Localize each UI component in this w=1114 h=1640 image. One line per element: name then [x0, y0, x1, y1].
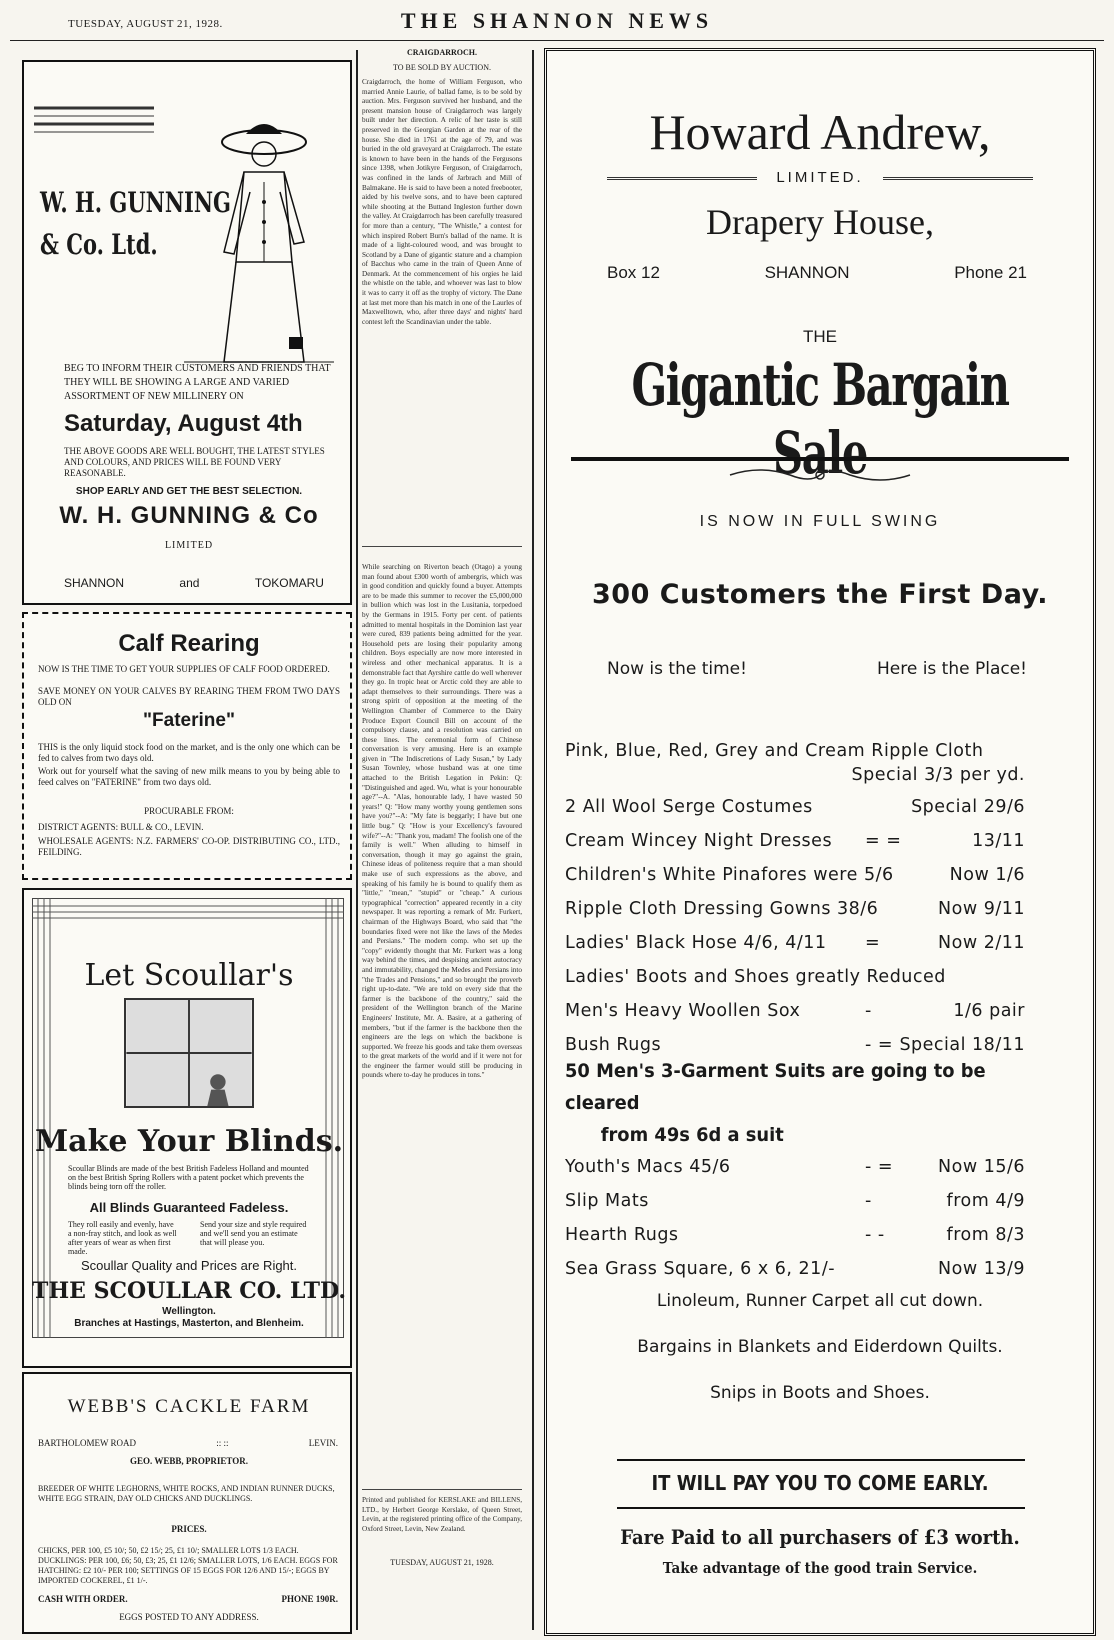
webbs-cackle-farm-advert	[22, 1372, 352, 1634]
item-price: 1/6 pair	[953, 1001, 1025, 1021]
price-list-2	[565, 1151, 1025, 1287]
list-item	[565, 791, 1025, 825]
gunning-name-line2: & Co. Ltd.	[40, 228, 158, 261]
printer-imprint: Printed and published for KERSLAKE and BILLENS, LTD., by Herbert George Kerslake, of Queen Street, Levin, at the registered printing office of the Company, Oxford Street, Levin, New Zealand.	[362, 1496, 522, 1533]
list-item	[565, 961, 1025, 995]
calf-product-name: "Faterine"	[143, 710, 235, 731]
window-blind-illustration	[124, 998, 254, 1108]
gunning-shop-early: SHOP EARLY AND GET THE BEST SELECTION.	[75, 486, 303, 497]
drapery-house: Drapery House,	[706, 202, 934, 242]
scroll-ornament-icon	[720, 463, 920, 487]
item-name: Sea Grass Square, 6 x 6, 21/-	[565, 1259, 836, 1279]
howard-limited: LIMITED.	[776, 169, 864, 186]
article-separator	[362, 546, 522, 547]
location-and: and	[179, 576, 200, 590]
item-dash: = =	[865, 831, 902, 851]
gunning-intro: BEG TO INFORM THEIR CUSTOMERS AND FRIENDS THAT THEY WILL BE SHOWING A LARGE AND VARIED ASSORTMENT OF NEW MILLINERY ON	[64, 363, 331, 402]
scoullar-company: THE SCOULLAR CO. LTD.	[32, 1278, 346, 1304]
suits-offer	[565, 1055, 997, 1151]
limited-rule-right	[883, 177, 1033, 180]
town: SHANNON	[764, 263, 850, 282]
blankets-line: Bargains in Blankets and Eiderdown Quilts.	[637, 1337, 1003, 1357]
phone-number: Phone 21	[954, 263, 1027, 282]
item-name: Pink, Blue, Red, Grey and Cream Ripple Cloth	[565, 741, 984, 761]
contact-row	[607, 263, 1027, 283]
item-name: Hearth Rugs	[565, 1225, 679, 1245]
webb-prices-label: PRICES.	[171, 1524, 207, 1534]
masthead-rule	[10, 40, 1104, 41]
item-name: Ladies' Boots and Shoes greatly Reduced	[565, 967, 946, 987]
item-price: from 4/9	[946, 1191, 1025, 1211]
item-price: Now 2/11	[938, 933, 1025, 953]
item-price: Now 1/6	[949, 865, 1025, 885]
item-price: Special 29/6	[911, 797, 1025, 817]
column-divider-left	[356, 50, 358, 1630]
webb-breeder: BREEDER OF WHITE LEGHORNS, WHITE ROCKS, AND INDIAN RUNNER DUCKS, WHITE EGG STRAIN, DAY OLD CHICKS AND DUCKLINGS.	[38, 1484, 335, 1503]
newspaper-title: THE SHANNON NEWS	[400, 8, 714, 33]
sale-the: THE	[803, 327, 837, 346]
item-name: Slip Mats	[565, 1191, 649, 1211]
left-column	[22, 50, 352, 1635]
list-item	[565, 1151, 1025, 1185]
item-price: Now 15/6	[938, 1157, 1025, 1177]
item-dash: - =	[865, 1035, 894, 1055]
footer-date: TUESDAY, AUGUST 21, 1928.	[390, 1558, 494, 1567]
list-item	[565, 927, 1025, 961]
calf-p2: SAVE MONEY ON YOUR CALVES BY REARING THEM FROM TWO DAYS OLD ON	[38, 686, 340, 707]
howard-andrew-advert	[544, 48, 1096, 1636]
item-price: Special 3/3 per yd.	[851, 765, 1025, 785]
scoullar-make-your-blinds: Make Your Blinds.	[34, 1124, 344, 1159]
list-item	[565, 1219, 1025, 1253]
gunning-show-date: Saturday, August 4th	[64, 410, 303, 437]
webb-prices: CHICKS, PER 100, £5 10/; 50, £2 15/; 25, £1 10/; SMALLER LOTS 1/3 EACH. DUCKLINGS: PER 100, £6; 50, £3; 25, £1 12/6; SMALLER LOTS, 1/6 EACH. EGGS FOR HATCHING: £2 10/- PER 100; SETTINGS OF 15 EGGS FOR 12/6 AND 15/-; EGGS BY IMPORTED COCKEREL, £1 1/-.	[38, 1546, 338, 1585]
gunning-goods-text: THE ABOVE GOODS ARE WELL BOUGHT, THE LATEST STYLES AND COLOURS, AND PRICES WILL BE FOUND VERY REASONABLE.	[64, 446, 325, 478]
item-name: Youth's Macs 45/6	[565, 1157, 731, 1177]
price-list	[565, 735, 1025, 1063]
gunning-name-line1: W. H. GUNNING	[40, 186, 231, 219]
now-here-row	[607, 659, 1027, 679]
item-price: 13/11	[972, 831, 1025, 851]
article-heading: CRAIGDARROCH.	[407, 48, 477, 57]
gunning-limited: LIMITED	[164, 540, 214, 551]
come-early: IT WILL PAY YOU TO COME EARLY.	[651, 1471, 989, 1495]
article-subheading: TO BE SOLD BY AUCTION.	[392, 63, 491, 72]
location-tokomaru: TOKOMARU	[254, 576, 324, 590]
location-shannon: SHANNON	[64, 576, 125, 590]
scoullar-description: Scoullar Blinds are made of the best British Fadeless Holland and mounted on the best British Spring Rollers with a patent pocket which prevents the blinds being torn off the roller.	[68, 1164, 309, 1191]
item-name: Ripple Cloth Dressing Gowns 38/6	[565, 899, 879, 919]
box-number: Box 12	[607, 263, 660, 282]
article-craigdarroch: Craigdarroch, the home of William Ferguson, who married Annie Laurie, of ballad fame, is to be sold by auction. Mrs. Ferguson survived her husband, and the present mansion house of Craigdarroch was largely built under her direction. A relic of her taste is still preserved in the Georgian Garden at the rear of the house. She died in 1761 at the age of 79, and was buried in the old graveyard at Craigdarroch. The estate is known to have been in the hands of the Fergusons since 1398, when Jotikyre Ferguson, of Craigdarroch, was confined in the lands of Jarbrach and Mill of Balmakane. He is said to have been a noted freebooter, aided by his twelve sons, and to have been captured while shooting at the Buttand Ingleston further down the valley. At Craigdarroch has been carefully treasured for more than a century, "The Whistle," a contest for which inspired Robert Burn's ballad of the name. It is made of a light-coloured wood, and was brought to Scotland by a Dane of gigantic stature and a champion of Bacchus who came in the train of Queen Anne of Denmark. At the commencement of his orgies he laid the whistle on the table, and whoever was last to blow it was to carry it off as the trophy of victory. The Dane at last met more than his match in one of the Laurles of Maxwelltown, who, after three days' and nights' hard contest left the Scandinavian under the table.	[362, 78, 522, 326]
item-price: Now 13/9	[938, 1259, 1025, 1279]
calf-p3: THIS is the only liquid stock food on the market, and is the only one which can be fed to calves from two days old.	[38, 742, 340, 763]
sale-rule	[571, 457, 1069, 461]
masthead-date: TUESDAY, AUGUST 21, 1928.	[68, 18, 223, 30]
calf-title: Calf Rearing	[118, 630, 260, 657]
linoleum-line: Linoleum, Runner Carpet all cut down.	[656, 1291, 984, 1311]
full-swing: IS NOW IN FULL SWING	[699, 513, 941, 530]
calf-p4: Work out for yourself what the saving of new milk means to you by being able to feed calves on "FATERINE" from two days old.	[38, 766, 340, 787]
now-is-the-time: Now is the time!	[607, 659, 747, 679]
webb-cash: CASH WITH ORDER.	[38, 1594, 128, 1604]
webb-proprietor: GEO. WEBB, PROPRIETOR.	[130, 1456, 248, 1466]
howard-andrew-name: Howard Andrew,	[649, 104, 991, 160]
item-dash: - -	[865, 1225, 885, 1245]
suits-line2: from 49s 6d a suit	[600, 1124, 784, 1146]
webb-road-sep: :: ::	[216, 1438, 229, 1448]
gunning-locations	[64, 576, 324, 590]
gunning-advert	[22, 60, 352, 605]
scoullar-branches: Branches at Hastings, Masterton, and Blenheim.	[74, 1318, 304, 1329]
gunning-company: W. H. GUNNING & Co	[59, 502, 319, 529]
list-item	[565, 1253, 1025, 1287]
list-item	[565, 995, 1025, 1029]
column-divider-right	[532, 50, 534, 1630]
item-name: Bush Rugs	[565, 1035, 662, 1055]
item-dash: =	[865, 933, 881, 953]
scoullar-left-note: They roll easily and evenly, have a non-fray stitch, and look as well after years of wear as when first made.	[68, 1220, 177, 1256]
webb-contact-row	[38, 1594, 338, 1604]
train-service: Take advantage of the good train Service.	[662, 1559, 978, 1577]
item-name: 2 All Wool Serge Costumes	[565, 797, 813, 817]
list-item	[565, 859, 1025, 893]
lady-in-hat-illustration	[164, 112, 344, 382]
list-item	[565, 735, 1025, 791]
scoullar-right-note: Send your size and style required and we'll send you an estimate that will please you.	[200, 1220, 307, 1247]
webb-road: BARTHOLOMEW ROAD	[38, 1438, 137, 1448]
calf-district-agents: DISTRICT AGENTS: BULL & CO., LEVIN.	[38, 822, 204, 832]
item-price: from 8/3	[946, 1225, 1025, 1245]
webb-phone: PHONE 190R.	[281, 1594, 338, 1604]
item-name: Ladies' Black Hose 4/6, 4/11	[565, 933, 827, 953]
scoullar-advert	[22, 888, 352, 1368]
middle-column	[362, 48, 522, 1638]
item-dash: -	[865, 1191, 872, 1211]
item-name: Men's Heavy Woollen Sox	[565, 1001, 801, 1021]
imprint-separator	[362, 1489, 522, 1490]
calf-rearing-advert	[22, 612, 352, 880]
webb-eggs-posted: EGGS POSTED TO ANY ADDRESS.	[119, 1612, 259, 1622]
webb-town: LEVIN.	[308, 1438, 338, 1448]
here-is-the-place: Here is the Place!	[876, 659, 1027, 679]
webb-title: WEBB'S CACKLE FARM	[67, 1396, 311, 1417]
item-dash: - =	[865, 1157, 894, 1177]
scoullar-guarantee: All Blinds Guaranteed Fadeless.	[89, 1200, 289, 1215]
calf-p1: NOW IS THE TIME TO GET YOUR SUPPLIES OF CALF FOOD ORDERED.	[38, 664, 330, 674]
list-item	[565, 1185, 1025, 1219]
masthead	[0, 0, 1114, 44]
fare-paid: Fare Paid to all purchasers of £3 worth.	[620, 1525, 1020, 1549]
item-name: Cream Wincey Night Dresses	[565, 831, 833, 851]
item-price: Now 9/11	[938, 899, 1025, 919]
snips-line: Snips in Boots and Shoes.	[710, 1383, 930, 1403]
calf-procurable: PROCURABLE FROM:	[144, 806, 234, 816]
webb-address-row	[38, 1438, 338, 1448]
article-news-items: While searching on Riverton beach (Otago) a young man found about £300 worth of ambergris, which was in good condition and quickly found a buyer. Attempts are to be made this summer to recover the £5,000,000 in bullion which was lost in the Lusitania, torpedoed by the Germans in 1915. Forty per cent. of patients admitted to mental hospitals in the Dominion last year were cured, 839 patients being admitted for the year. Household pets are losing their popularity among children. Boys especially are now more interested in wireless and other mechanical apparatus. It is a demonstrable fact that Ayrshire cattle do well wherever they go. In tropic heat or Arctic cold they are able to adapt themselves to their surroundings. There was a strong spirit of opposition at the meeting of the Wellington Chamber of Commerce to the Dairy Produce Export Council Bill on account of the compulsory clause, and a resolution was carried on these lines. The ceremonial form of Chinese conversation is very amusing. Here is an example given in "The Indiscretions of Lady Susan," by Lady Susan Townley, whose husband was at one time attached to the British Legation in Pekin: Q: "Distinguished and aged. Wu, what is your honourable age?"--A. "Alas, honourable lady, I have wasted 50 years!" Q: "How many worthy young gentlemen sons have you?"--A: "My fate is beggarly; I have but one little bug." Q: "How is your Excellency's favoured wife?"--A: "Thank you, madam! The foolish one of the family is well." When alluding to himself in conversation, though it may go against the grain, Chinese ideas of politeness require that a man should make use of such expressions as the above, and speaking of his family he is bound to qualify them as "little," "mean," "stupid" or "cheap." A curious typographical "correction" appeared recently in a city newspaper. It was reporting a remark of Mr. Furkert, chairman of the Highways Board, who said that "the boundaries fixed were not like the laws of the Medes and Persians." The modern comp. who set up the "copy" evidently thought that Mr. Furkert was a long way behind the times, and despising ancient autocracy and immutability, changed the Medes and Persians into "the Trades and Pensions," and so brought the proverb right up-to-date. "We are told on every side that the farmer is the backbone of the country," said the president of the Wellington branch of the Marine Engineers' Institute, Mr. A. Basire, at a gathering of members, "but if the farmer is the backbone then the engineers are the legs on which the backbone is supported. We freeze his goods and take them overseas to the great markets of the world and if it were not for the engineer the farmer would still be producing in pounds where to-day he produces in tons."	[362, 563, 522, 1080]
list-item	[565, 825, 1025, 859]
scoullar-title: Let Scoullar's	[84, 958, 294, 993]
item-price: Special 18/11	[899, 1035, 1025, 1055]
gigantic-bargain-sale: Gigantic Bargain Sale	[631, 351, 1009, 487]
scoullar-town: Wellington.	[162, 1306, 216, 1317]
item-name: Children's White Pinafores were 5/6	[565, 865, 894, 885]
scoullar-quality: Scoullar Quality and Prices are Right.	[80, 1258, 298, 1273]
calf-wholesale-agents: WHOLESALE AGENTS: N.Z. FARMERS' CO-OP. DISTRIBUTING CO., LTD., FEILDING.	[38, 836, 340, 857]
suits-line1: 50 Men's 3-Garment Suits are going to be cleared	[565, 1060, 986, 1114]
item-dash: -	[865, 1001, 872, 1021]
customers-first-day: 300 Customers the First Day.	[592, 579, 1048, 610]
list-item	[565, 893, 1025, 927]
